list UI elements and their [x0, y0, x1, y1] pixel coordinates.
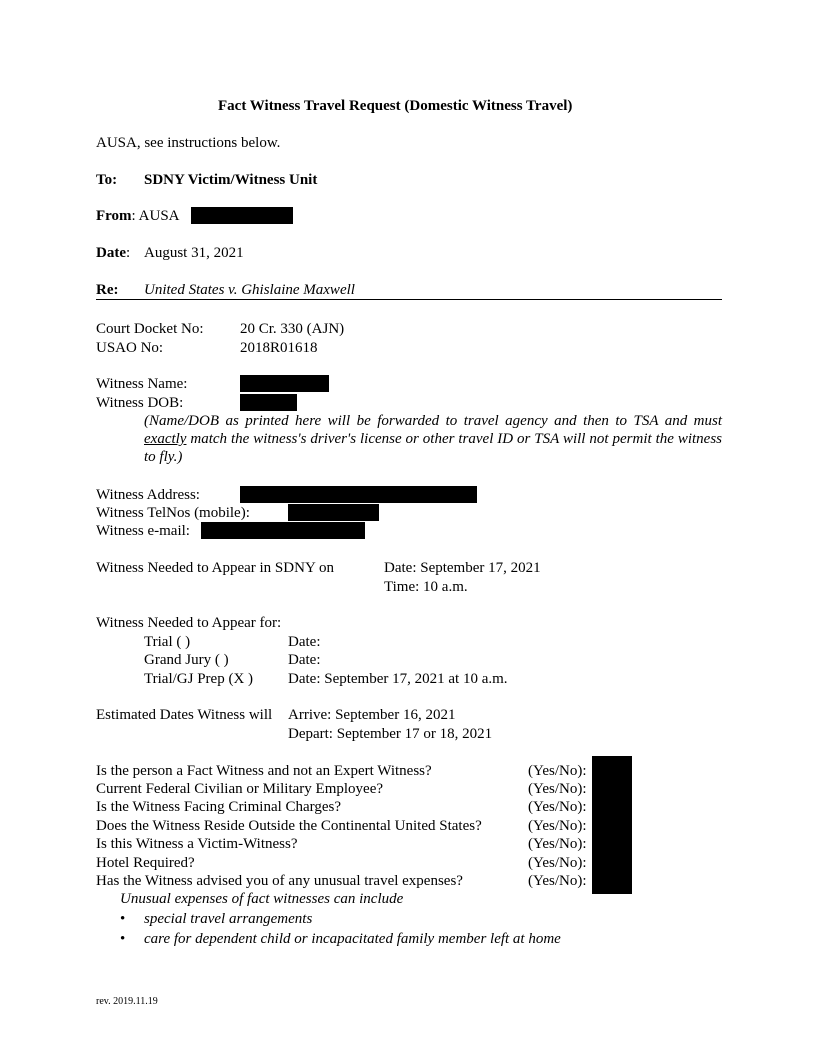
witness-address-label: Witness Address: [96, 487, 200, 503]
appear-for-date: Date: [288, 652, 321, 668]
to-label: To: [96, 172, 118, 188]
appear-for-label: Witness Needed to Appear for: [96, 615, 282, 631]
date-label: Date [96, 245, 126, 261]
date-colon: : [126, 245, 131, 261]
question-answer-label: (Yes/No): [528, 763, 587, 779]
estimated-depart: Depart: September 17 or 18, 2021 [288, 726, 493, 742]
court-docket-label: Court Docket No: [96, 321, 204, 337]
question-text: Current Federal Civilian or Military Employee? [96, 781, 384, 797]
date-line [96, 244, 130, 262]
header-rule [96, 299, 722, 300]
revision-footer: rev. 2019.11.19 [96, 996, 158, 1007]
appear-time: Time: 10 a.m. [384, 579, 468, 595]
witness-name-label: Witness Name: [96, 376, 188, 392]
question-answer-label: (Yes/No): [528, 873, 587, 889]
appear-for-date: Date: [288, 634, 321, 650]
appear-for-type: Trial/GJ Prep (X ) [144, 671, 254, 687]
witness-tel-label: Witness TelNos (mobile): [96, 505, 250, 521]
intro-text: AUSA, see instructions below. [96, 135, 281, 151]
question-text: Is the person a Fact Witness and not an Expert Witness? [96, 763, 432, 779]
witness-id-note [144, 412, 722, 466]
bullet-icon: • [120, 911, 126, 927]
redaction-witness-dob [240, 394, 297, 411]
note-part-1: (Name/DOB as printed here will be forwarded to travel agency and then to TSA and must [144, 413, 722, 429]
unusual-item: care for dependent child or incapacitated family member left at home [144, 931, 561, 947]
re-value: United States v. Ghislaine Maxwell [144, 282, 355, 298]
from-colon: : [131, 208, 136, 224]
redaction-answers [592, 756, 632, 894]
witness-dob-label: Witness DOB: [96, 395, 184, 411]
usao-value: 2018R01618 [240, 340, 318, 356]
question-text: Does the Witness Reside Outside the Continental United States? [96, 818, 482, 834]
question-text: Is this Witness a Victim-Witness? [96, 836, 298, 852]
to-value: SDNY Victim/Witness Unit [144, 172, 318, 188]
appear-for-type: Trial ( ) [144, 634, 191, 650]
witness-email-label: Witness e-mail: [96, 523, 190, 539]
unusual-intro: Unusual expenses of fact witnesses can include [120, 891, 404, 907]
estimated-arrive: Arrive: September 16, 2021 [288, 707, 456, 723]
usao-label: USAO No: [96, 340, 164, 356]
from-value: AUSA [138, 208, 180, 224]
redaction-from [191, 207, 293, 224]
from-line [96, 207, 180, 225]
redaction-witness-email [201, 522, 365, 539]
question-text: Hotel Required? [96, 855, 195, 871]
bullet-icon: • [120, 931, 126, 947]
date-value: August 31, 2021 [144, 245, 244, 261]
question-text: Is the Witness Facing Criminal Charges? [96, 799, 342, 815]
note-part-2: match the witness's driver's license or other travel ID or TSA will not permit the witness to fly.) [144, 431, 722, 465]
redaction-witness-tel [288, 504, 379, 521]
question-text: Has the Witness advised you of any unusual travel expenses? [96, 873, 463, 889]
from-label: From [96, 208, 132, 224]
unusual-item: special travel arrangements [144, 911, 313, 927]
redaction-witness-address [240, 486, 477, 503]
note-underlined: exactly [144, 431, 187, 447]
question-answer-label: (Yes/No): [528, 799, 587, 815]
page-title: Fact Witness Travel Request (Domestic Witness Travel) [218, 98, 573, 114]
question-answer-label: (Yes/No): [528, 855, 587, 871]
re-label: Re: [96, 282, 119, 298]
appear-for-type: Grand Jury ( ) [144, 652, 229, 668]
court-docket-value: 20 Cr. 330 (AJN) [240, 321, 345, 337]
appear-for-date: Date: September 17, 2021 at 10 a.m. [288, 671, 508, 687]
estimated-label: Estimated Dates Witness will [96, 707, 273, 723]
redaction-witness-name [240, 375, 329, 392]
appear-label: Witness Needed to Appear in SDNY on [96, 560, 334, 576]
question-answer-label: (Yes/No): [528, 781, 587, 797]
appear-date: Date: September 17, 2021 [384, 560, 541, 576]
question-answer-label: (Yes/No): [528, 836, 587, 852]
question-answer-label: (Yes/No): [528, 818, 587, 834]
